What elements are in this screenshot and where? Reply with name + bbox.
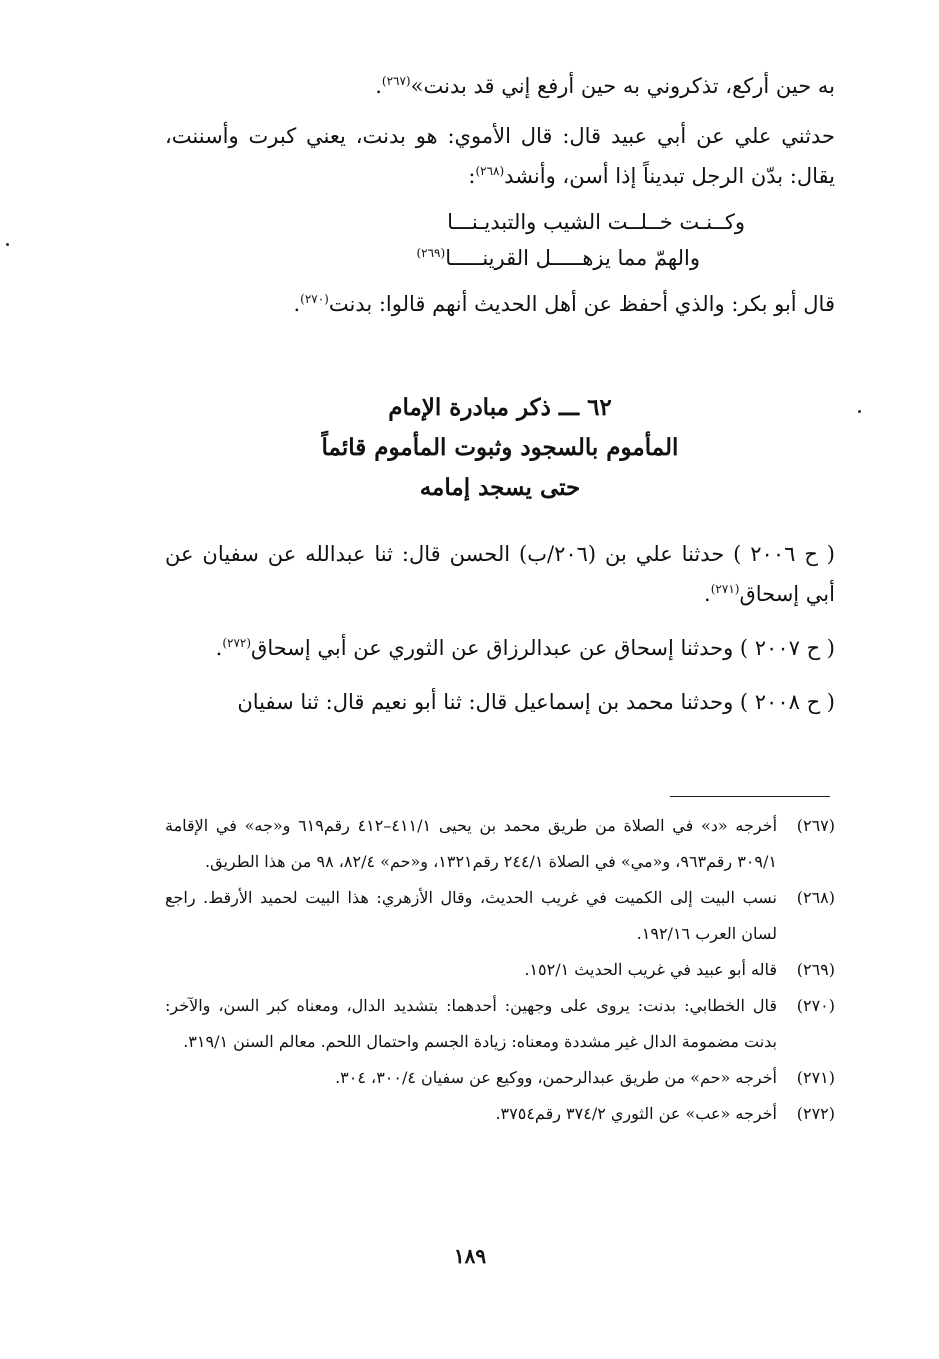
page-number: ١٨٩ <box>453 1244 487 1268</box>
main-text <box>165 66 835 334</box>
paragraph-3-text: قال أبو بكر: والذي أحفظ عن أهل الحديث أنهم قالوا: بدنت <box>328 292 835 316</box>
footnote-ref-267: (٢٦٧) <box>381 74 411 88</box>
footnote-ref-271: (٢٧١) <box>710 582 740 596</box>
hadith-2007-end: . <box>215 636 223 660</box>
scan-speck <box>6 243 9 246</box>
hadith-section <box>165 534 835 736</box>
hadith-2008 <box>165 682 835 722</box>
footnote-number: (٢٦٨) <box>796 888 835 907</box>
chapter-heading <box>165 388 835 508</box>
hadith-2007-text: ( ح ٢٠٠٧ ) وحدثنا إسحاق عن عبدالرزاق عن الثوري عن أبي إسحاق <box>251 636 835 660</box>
footnote-number: (٢٦٧) <box>796 816 836 835</box>
footnote-ref-269: (٢٦٩) <box>416 246 446 260</box>
verse-line-2 <box>165 240 745 276</box>
footnote-text: نسب البيت إلى الكميت في غريب الحديث، وقال الأزهري: هذا البيت لحميد الأرقط. راجع لسان العرب ١٩٢/١٦. <box>165 888 777 943</box>
footnote-separator <box>670 796 830 797</box>
paragraph-2-text: حدثني علي عن أبي عبيد قال: قال الأموي: هو بدنت، يعني كبرت وأسننت، يقال: بدّن الرجل تبديناً إذا أسن، وأنشد <box>165 124 835 188</box>
paragraph-3-end: . <box>293 292 301 316</box>
hadith-2006-text: ( ح ٢٠٠٦ ) حدثنا علي بن (٢٠٦/ب) الحسن قال: ثنا عبدالله عن سفيان عن أبي إسحاق <box>165 542 835 606</box>
paragraph-2 <box>165 116 835 196</box>
scan-speck <box>858 410 861 413</box>
poem-verse <box>165 204 835 276</box>
footnote-number: (٢٧٢) <box>796 1104 835 1123</box>
footnote-268 <box>165 880 835 952</box>
footnote-272 <box>165 1096 835 1132</box>
hadith-2007 <box>165 628 835 668</box>
footnote-text: أخرجه «عب» عن الثوري ٣٧٤/٢ رقم٣٧٥٤. <box>495 1104 777 1123</box>
heading-line-1: ٦٢ ـــ ذكر مبادرة الإمام <box>388 394 612 421</box>
paragraph-1-text: به حين أركع، تذكروني به حين أرفع إني قد بدنت» <box>410 74 835 98</box>
footnote-269 <box>165 952 835 988</box>
footnote-text: أخرجه «حم» من طريق عبدالرحمن، ووكيع عن سفيان ٣٠٠/٤، ٣٠٤. <box>335 1068 777 1087</box>
footnote-text: قاله أبو عبيد في غريب الحديث ١٥٢/١. <box>524 960 777 979</box>
footnote-267 <box>165 808 835 880</box>
footnote-271 <box>165 1060 835 1096</box>
paragraph-2-colon: : <box>468 164 476 188</box>
footnote-ref-270: (٢٧٠) <box>300 292 329 306</box>
heading-line-3: حتى يسجد إمامه <box>419 474 581 501</box>
footnote-text: أخرجه «د» في الصلاة من طريق محمد بن يحيى ٤١١/١–٤١٢ رقم٦١٩ و«جه» في الإقامة ٣٠٩/١ رقم٩٦٣، و«مي» في الصلاة ٢٤٤/١ رقم١٣٢١، و«حم» ٨٢/٤، ٩٨ من هذا الطريق. <box>165 816 778 871</box>
footnotes <box>165 808 835 1132</box>
footnote-number: (٢٦٩) <box>796 960 835 979</box>
footnote-text: قال الخطابي: بدنت: يروى على وجهين: أحدهما: بتشديد الدال، ومعناه كبر السن، والآخر: بدنت مضمومة الدال غير مشددة ومعناه: زيادة الجسم واحتمال اللحم. معالم السنن ٣١٩/١. <box>165 996 777 1051</box>
verse-line-1: وكــنـت خــلــت الشيب والتبديـنـــا <box>447 210 745 234</box>
footnote-ref-268: (٢٦٨) <box>475 164 505 178</box>
footnote-number: (٢٧٠) <box>796 996 835 1015</box>
footnote-number: (٢٧١) <box>796 1068 835 1087</box>
footnote-ref-272: (٢٧٢) <box>222 636 252 650</box>
hadith-2008-text: ( ح ٢٠٠٨ ) وحدثنا محمد بن إسماعيل قال: ثنا أبو نعيم قال: ثنا سفيان <box>237 690 835 714</box>
footnote-270 <box>165 988 835 1060</box>
verse-line-2-text: والهمّ مما يزهـــــل القرينـــــا <box>445 246 700 270</box>
paragraph-1: به حين أركع، تذكروني به حين أرفع إني قد بدنت»$^{(٢٦٧)}$. <box>375 74 835 98</box>
hadith-2006 <box>165 534 835 614</box>
heading-line-2: المأموم بالسجود وثبوت المأموم قائماً <box>321 434 679 461</box>
hadith-2006-end: . <box>704 582 711 606</box>
paragraph-3 <box>165 284 835 324</box>
